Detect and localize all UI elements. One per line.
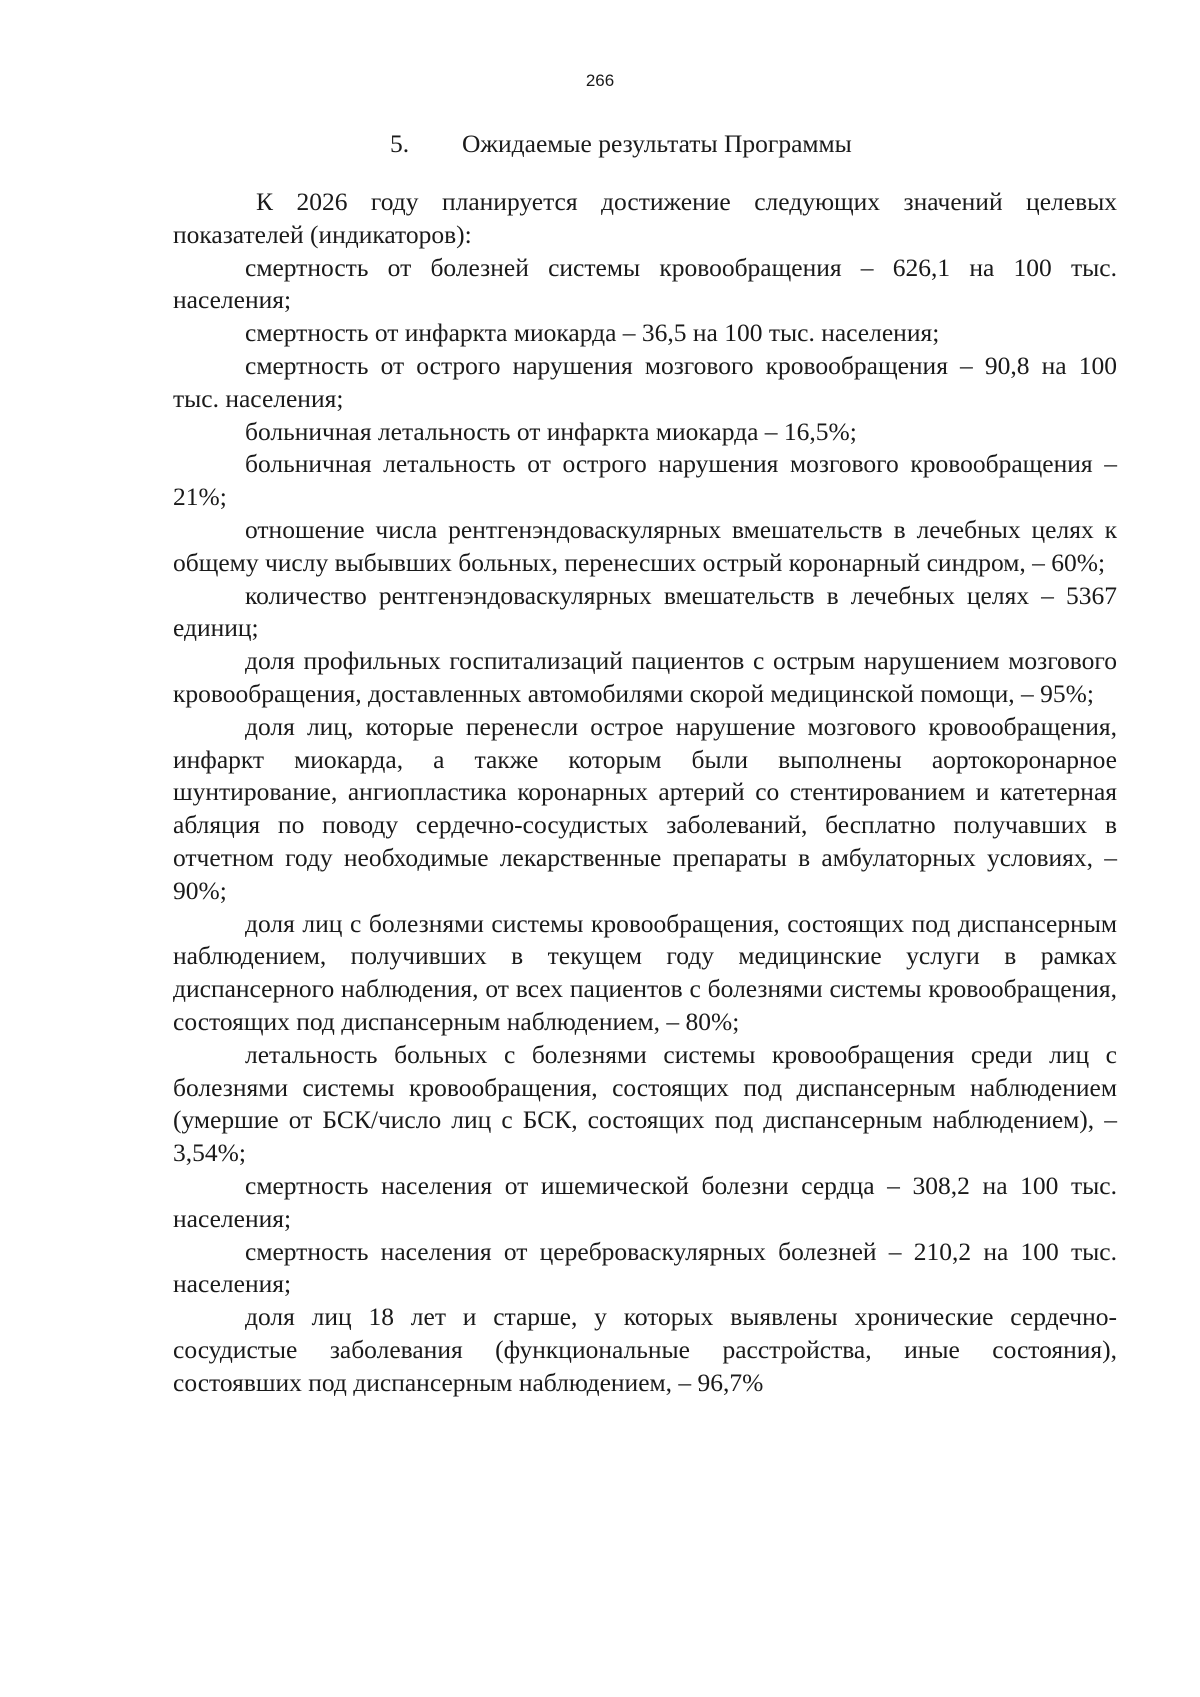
indicator-paragraph: доля лиц, которые перенесли острое нарушение мозгового кровообращения, инфаркт миокарда, а также которым были выполнены аортокоронарное шунтирование, ангиопластика коронарных артерий со стентированием и катетерная абляция по поводу сердечно-сосудистых заболеваний, бесплатно получавших в отчетном году необходимые лекарственные препараты в амбулаторных условиях, – 90%; <box>173 711 1117 905</box>
indicator-paragraph: смертность от острого нарушения мозгового кровообращения – 90,8 на 100 тыс. населения; <box>173 350 1117 413</box>
indicator-paragraph: отношение числа рентгенэндоваскулярных вмешательств в лечебных целях к общему числу выбывших больных, перенесших острый коронарный синдром, – 60%; <box>173 514 1117 577</box>
indicator-paragraph: доля профильных госпитализаций пациентов с острым нарушением мозгового кровообращения, доставленных автомобилями скорой медицинской помощи, – 95%; <box>173 646 1117 708</box>
indicator-paragraph: больничная летальность от инфаркта миокарда – 16,5%; <box>245 416 857 446</box>
indicator-paragraph: смертность населения от цереброваскулярных болезней – 210,2 на 100 тыс. населения; <box>173 1236 1117 1299</box>
section-title: Ожидаемые результаты Программы <box>462 129 852 158</box>
indicator-paragraph: доля лиц 18 лет и старше, у которых выявлены хронические сердечно-сосудистые заболевания (функциональные расстройства, иные состояния), состоявших под диспансерным наблюдением, – 96,7% <box>173 1302 1117 1397</box>
indicator-paragraph: количество рентгенэндоваскулярных вмешательств в лечебных целях – 5367 единиц; <box>173 580 1117 643</box>
section-number: 5. <box>390 129 410 158</box>
intro-paragraph: К 2026 году планируется достижение следующих значений целевых показателей (индикаторов): <box>173 187 1117 249</box>
section-heading <box>390 128 852 160</box>
indicator-paragraph: смертность от болезней системы кровообращения – 626,1 на 100 тыс. населения; <box>173 252 1117 315</box>
indicator-paragraph: смертность от инфаркта миокарда – 36,5 на 100 тыс. населения; <box>245 318 940 348</box>
indicator-paragraph: смертность населения от ишемической болезни сердца – 308,2 на 100 тыс. населения; <box>173 1170 1117 1233</box>
page-number: 266 <box>585 71 615 90</box>
document-body <box>173 186 1117 1399</box>
indicator-paragraph: больничная летальность от острого нарушения мозгового кровообращения – 21%; <box>173 449 1117 512</box>
indicator-paragraph: летальность больных с болезнями системы кровообращения среди лиц с болезнями системы кровообращения, состоящих под диспансерным наблюдением (умершие от БСК/число лиц с БСК, состоящих под диспансерным наблюдением), – 3,54%; <box>173 1039 1117 1168</box>
indicator-paragraph: доля лиц с болезнями системы кровообращения, состоящих под диспансерным наблюдением, получивших в текущем году медицинские услуги в рамках диспансерного наблюдения, от всех пациентов с болезнями системы кровообращения, состоящих под диспансерным наблюдением, – 80%; <box>173 908 1117 1036</box>
